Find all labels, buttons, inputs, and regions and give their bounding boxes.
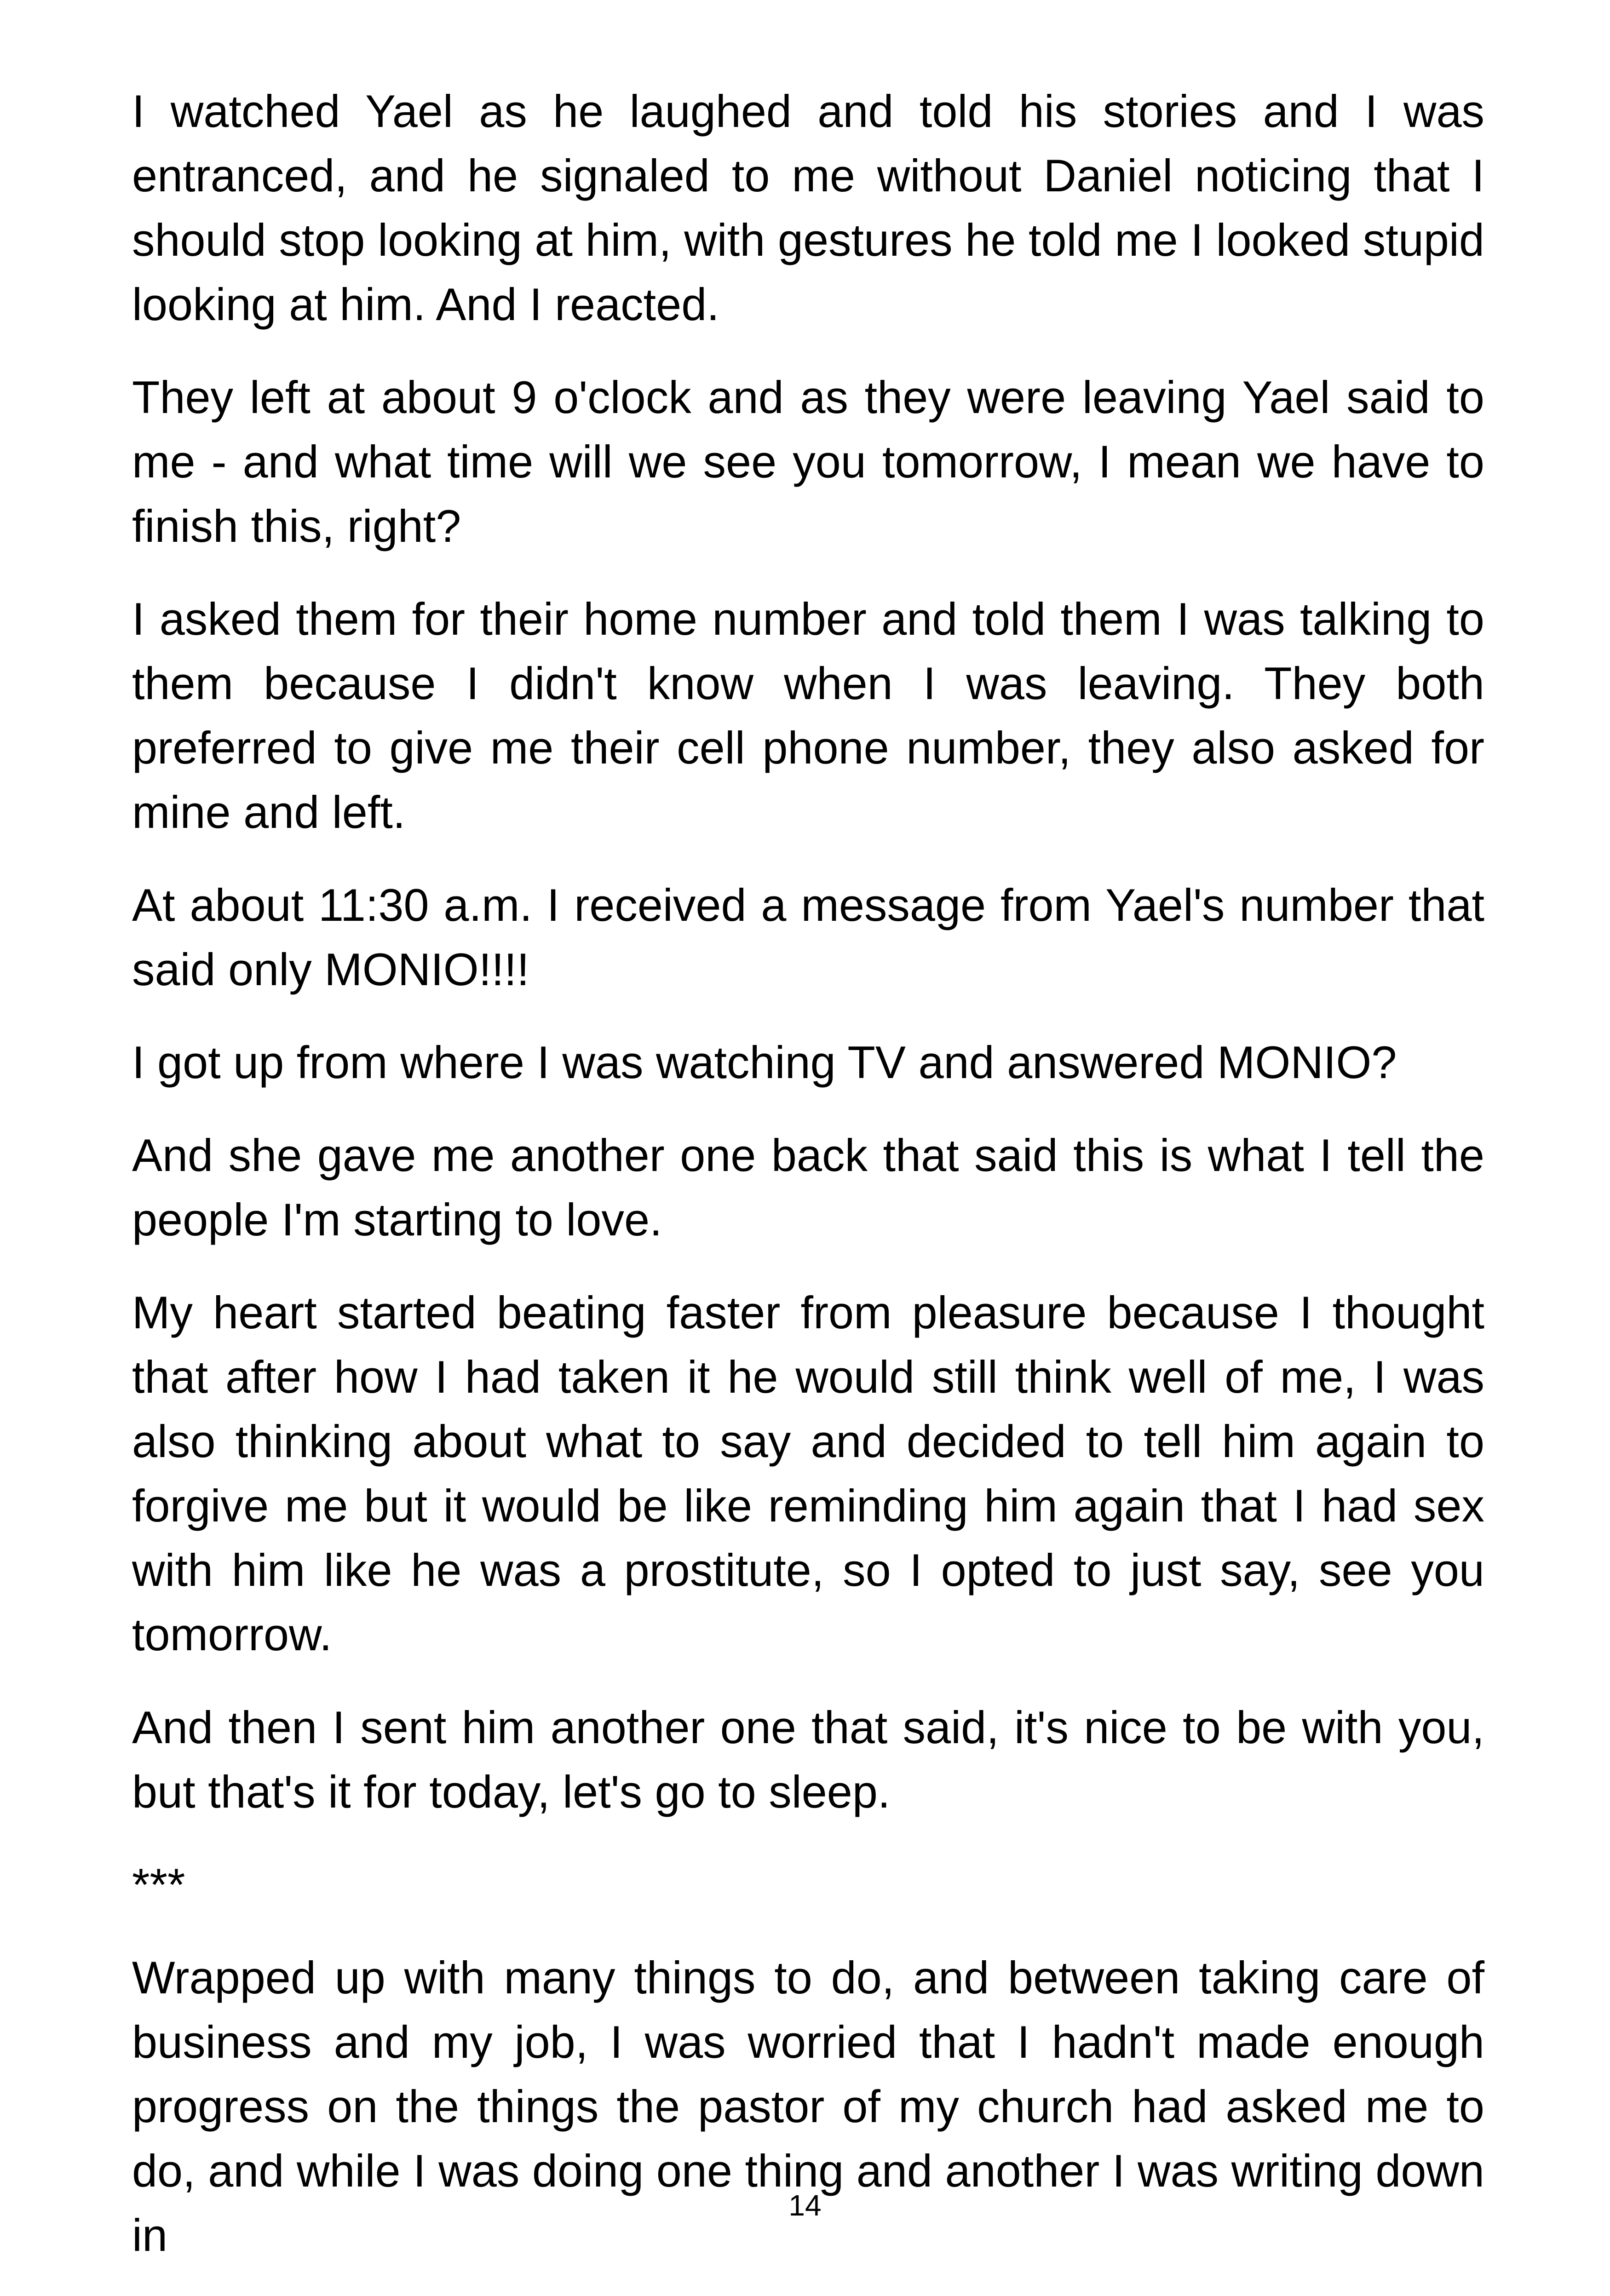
paragraph-6: And she gave me another one back that said this is what I tell the people I'm starting to love. [132,1130,1484,1245]
page-number: 14 [788,2189,822,2222]
paragraph-2: They left at about 9 o'clock and as they were leaving Yael said to me - and what time will we see you tomorrow, I mean we have to finish this, right? [132,372,1484,551]
paragraph-7: My heart started beating faster from pleasure because I thought that after how I had taken it he would still think well of me, I was also thinking about what to say and decided to tell him again to forgive me but it would be like reminding him again that I had sex with him like he was a prostitute, so I opted to just say, see you tomorrow. [132,1287,1484,1660]
paragraph-final: Wrapped up with many things to do, and between taking care of business and my job, I was worried that I hadn't made enough progress on the things the pastor of my church had asked me to do, and while I was doing one thing and another I was writing down in [132,1952,1484,2261]
document-body [132,79,1484,2296]
paragraph-8: And then I sent him another one that said, it's nice to be with you, but that's it for today, let's go to sleep. [132,1702,1484,1817]
paragraph-5: I got up from where I was watching TV and answered MONIO? [132,1037,1397,1088]
paragraph-4: At about 11:30 a.m. I received a message from Yael's number that said only MONIO!!!! [132,879,1484,995]
section-separator: *** [132,1859,185,1910]
paragraph-1: I watched Yael as he laughed and told his stories and I was entranced, and he signaled to me without Daniel noticing that I should stop looking at him, with gestures he told me I looked stupid looking at him. And I reacted. [132,86,1484,330]
paragraph-3: I asked them for their home number and told them I was talking to them because I didn't know when I was leaving. They both preferred to give me their cell phone number, they also asked for mine and left. [132,593,1484,838]
